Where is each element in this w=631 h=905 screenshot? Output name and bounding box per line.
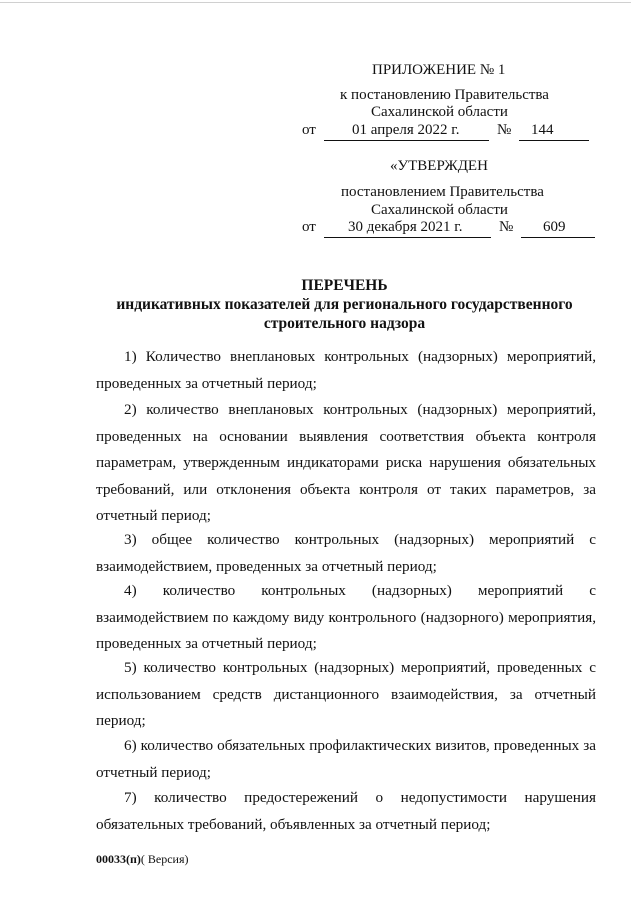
document-code: 00033(п) [96, 852, 141, 866]
list-item-2: 2) количество внеплановых контрольных (надзорных) мероприятий, проведенных на основании выявления соответствия объекта контроля параметрам, утвержденным индикаторами риска нарушения обязательных требований, или отклонения объекта контроля от таких параметров, за отчетный период; [96, 401, 596, 524]
list-item-3: 3) общее количество контрольных (надзорных) мероприятий с взаимодействием, проведенных за отчетный период; [96, 531, 596, 575]
date-underline [324, 140, 489, 141]
approved-resolution-text: постановлением Правительства [341, 184, 544, 200]
approved-number-label: № [499, 219, 514, 235]
from-label: от [302, 122, 316, 138]
resolution-number: 144 [531, 122, 554, 138]
document-title [0, 276, 631, 333]
list-item-4: 4) количество контрольных (надзорных) мероприятий с взаимодействием по каждому виду контрольного (надзорного) мероприятия, проведенных за отчетный период; [96, 582, 596, 652]
approved-region-text: Сахалинской области [371, 202, 508, 218]
approved-date: 30 декабря 2021 г. [348, 219, 463, 235]
number-label: № [497, 122, 512, 138]
approved-date-underline [324, 237, 491, 238]
list-item-1: 1) Количество внеплановых контрольных (надзорных) мероприятий, проведенных за отчетный период; [96, 348, 596, 392]
approved-label: «УТВЕРЖДЕН [390, 158, 488, 174]
appendix-label: ПРИЛОЖЕНИЕ № 1 [372, 62, 506, 78]
document-footer [96, 852, 189, 867]
title-heading: ПЕРЕЧЕНЬ [301, 277, 388, 294]
list-item-7: 7) количество предостережений о недопустимости нарушения обязательных требований, объявленных за отчетный период; [96, 789, 596, 833]
region-text: Сахалинской области [371, 104, 508, 120]
approved-number-underline [521, 237, 595, 238]
approved-from-label: от [302, 219, 316, 235]
to-resolution-text: к постановлению Правительства [340, 87, 549, 103]
list-item-5: 5) количество контрольных (надзорных) мероприятий, проведенных с использованием средств дистанционного взаимодействия, за отчетный период; [96, 659, 596, 729]
list-item-6: 6) количество обязательных профилактических визитов, проведенных за отчетный период; [96, 737, 596, 781]
title-subtitle-line1: индикативных показателей для регионального государственного [116, 296, 573, 313]
number-underline [519, 140, 589, 141]
scan-top-edge [0, 2, 631, 3]
resolution-date: 01 апреля 2022 г. [352, 122, 460, 138]
approved-number: 609 [543, 219, 566, 235]
document-version: ( Версия) [140, 852, 189, 866]
title-subtitle-line2: строительного надзора [263, 315, 426, 332]
